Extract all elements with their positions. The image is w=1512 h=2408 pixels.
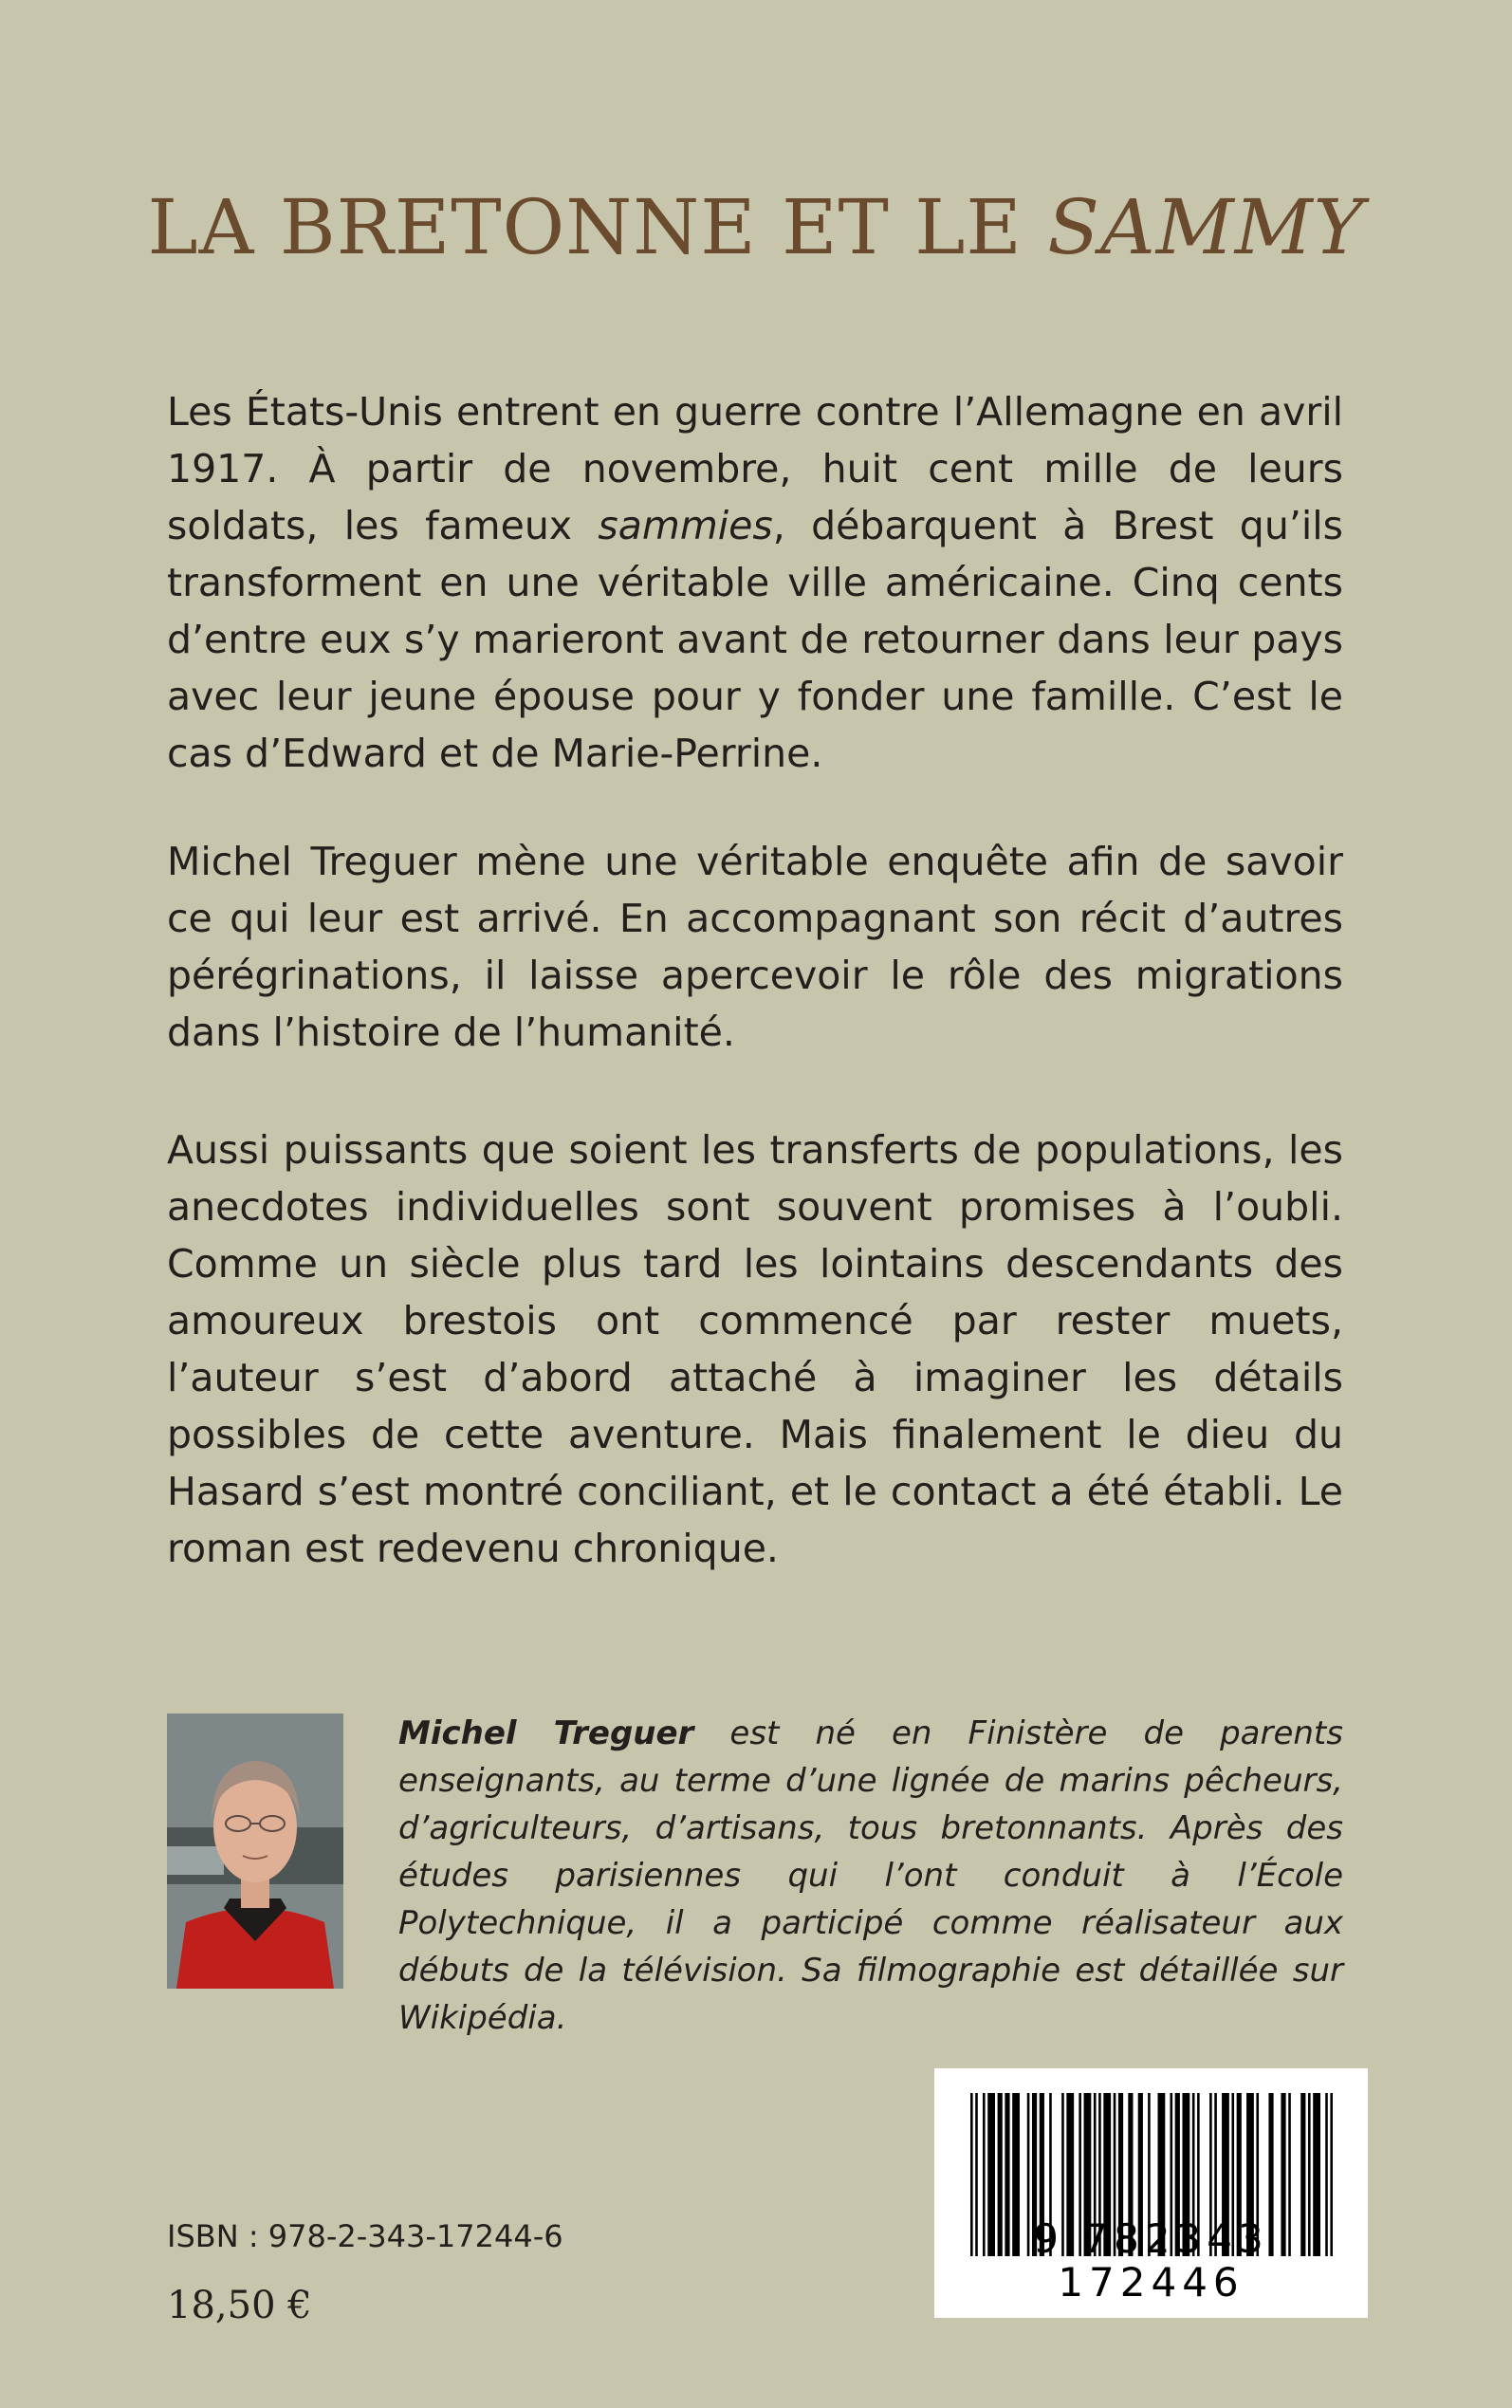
book-title bbox=[95, 180, 1417, 275]
author-photo bbox=[167, 1713, 343, 1989]
book-title-main: LA BRETONNE ET LE bbox=[147, 183, 1048, 271]
price: 18,50 € bbox=[167, 2284, 312, 2327]
barcode bbox=[934, 2068, 1368, 2318]
author-bio-text: est né en Finistère de parents enseignants, au terme d’une lignée de marins pêcheurs, d’agriculteurs, d’artisans, tous bretonnants. Après des études parisiennes qui l’ont conduit à l’École Polytechnique, il a participé comme réalisateur aux débuts de la télévision. Sa filmographie est détaillée sur Wikipédia. bbox=[398, 1714, 1343, 2037]
summary-paragraph-2: Michel Treguer mène une véritable enquête afin de savoir ce qui leur est arrivé. En accompagnant son récit d’autres pérégrinations, il laisse apercevoir le rôle des migrations dans l’histoire de l’humanité. bbox=[167, 839, 1343, 1055]
summary-paragraph-3: Aussi puissants que soient les transferts de populations, les anecdotes individuelles sont souvent promises à l’oubli. Comme un siècle plus tard les lointains descendants des amoureux brestois ont commencé par rester muets, l’auteur s’est d’abord attaché à imaginer les détails possibles de cette aventure. Mais finalement le dieu du Hasard s’est montré conciliant, et le contact a été établi. Le roman est redevenu chronique. bbox=[167, 1127, 1343, 1571]
summary-paragraph-1-part2: , débarquent à Brest qu’ils transforment en une véritable ville américaine. Cinq cents d’entre eux s’y marieront avant de retourner dans leur pays avec leur jeune épouse pour y fonder une famille. C’est le cas d’Edward et de Marie-Perrine. bbox=[167, 503, 1343, 776]
summary-paragraph-1-part1: Les États-Unis entrent en guerre contre l’Allemagne en avril 1917. À partir de novembre, huit cent mille de leurs soldats, les fameux bbox=[167, 389, 1343, 548]
summary-paragraph-1 bbox=[167, 383, 1343, 782]
summary-paragraph-1-italic: sammies bbox=[598, 503, 773, 548]
author-bio bbox=[398, 1710, 1343, 2042]
barcode-digits: 9 782343 172446 bbox=[1033, 2215, 1269, 2306]
author-portrait-illustration bbox=[167, 1713, 343, 1989]
book-title-italic: SAMMY bbox=[1047, 183, 1365, 271]
isbn: ISBN : 978-2-343-17244-6 bbox=[167, 2218, 563, 2254]
author-name: Michel Treguer bbox=[398, 1714, 694, 1752]
